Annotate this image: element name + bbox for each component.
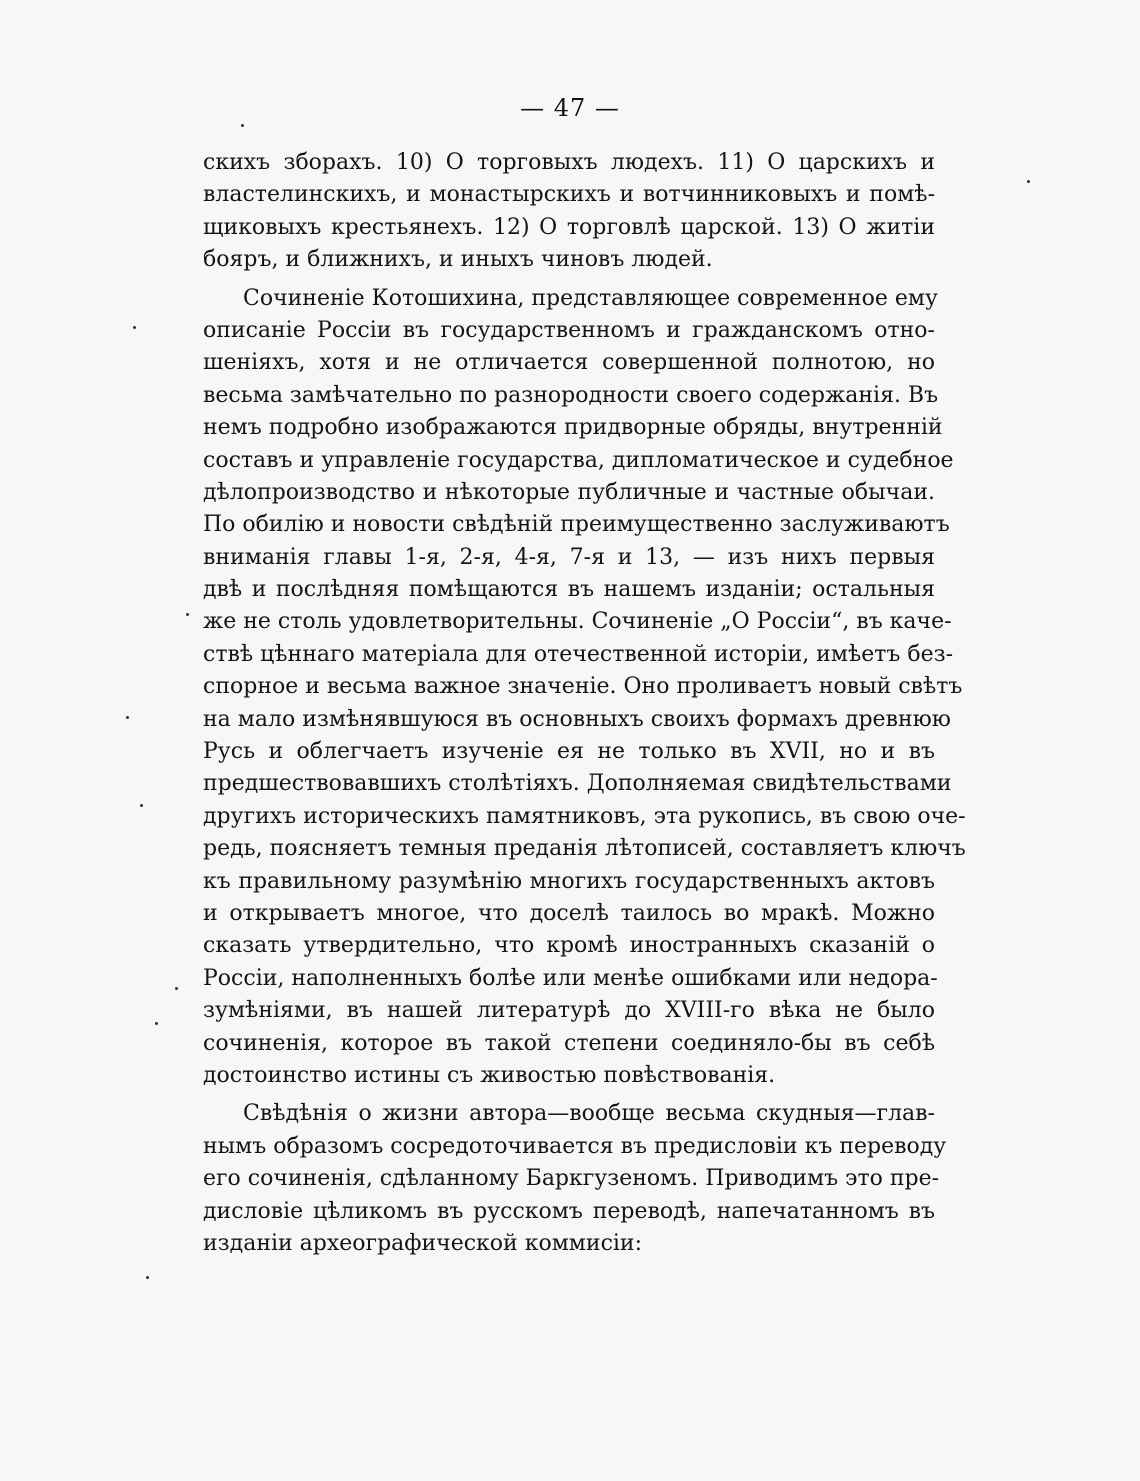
body-text	[203, 147, 966, 1260]
text-line: къ правильному разумѣнію многихъ государственныхъ актовъ	[203, 868, 935, 894]
text-line: нымъ образомъ сосредоточивается въ предисловіи къ переводу	[203, 1133, 947, 1159]
text-line: сочиненія, которое въ такой степени соединяло-бы въ себѣ	[203, 1030, 935, 1056]
text-line: и открываетъ многое, что доселѣ таилось во мракѣ. Можно	[203, 900, 935, 926]
text-line: двѣ и послѣдняя помѣщаются въ нашемъ изданіи; остальныя	[203, 577, 935, 603]
text-line: описаніе Россіи въ государственномъ и гражданскомъ отно-	[203, 317, 935, 343]
scan-speck	[140, 804, 143, 807]
text-line: спорное и весьма важное значеніе. Оно проливаетъ новый свѣтъ	[203, 674, 963, 700]
paragraph	[203, 1098, 947, 1260]
text-line: Свѣдѣнія о жизни автора—вообще весьма скудныя—глав-	[243, 1101, 935, 1127]
text-line: зумѣніями, въ нашей литературѣ до XVIII-го вѣка не было	[203, 998, 935, 1024]
scan-speck	[175, 987, 178, 990]
text-line: шеніяхъ, хотя и не отличается совершенной полнотою, но	[203, 350, 935, 376]
text-line: на мало измѣнявшуюся въ основныхъ своихъ формахъ древнюю	[203, 706, 951, 732]
text-line: Русь и облегчаетъ изученіе ея не только въ XVII, но и въ	[203, 739, 935, 765]
text-line: сказать утвердительно, что кромѣ иностранныхъ сказаній о	[203, 933, 935, 959]
text-line: же не столь удовлетворительны. Сочиненіе „О Россіи“, въ каче-	[203, 609, 952, 635]
text-line: достоинство истины съ живостью повѣствованія.	[203, 1062, 776, 1088]
text-line: другихъ историческихъ памятниковъ, эта рукопись, въ свою оче-	[203, 803, 966, 829]
scan-speck	[241, 124, 244, 127]
text-line: вниманія главы 1-я, 2-я, 4-я, 7-я и 13, — изъ нихъ первыя	[203, 544, 935, 570]
text-line: дисловіе цѣликомъ въ русскомъ переводѣ, напечатанномъ въ	[203, 1198, 935, 1224]
text-line: Сочиненіе Котошихина, представляющее современное ему	[243, 285, 938, 311]
text-line: предшествовавшихъ столѣтіяхъ. Дополняемая свидѣтельствами	[203, 771, 952, 797]
text-line: бояръ, и ближнихъ, и иныхъ чиновъ людей.	[203, 247, 713, 273]
text-line: его сочиненія, сдѣланному Баркгузеномъ. Приводимъ это пре-	[203, 1166, 940, 1192]
scan-speck	[126, 716, 129, 719]
text-line: щиковыхъ крестьянехъ. 12) О торговлѣ царской. 13) О житіи	[203, 214, 935, 240]
text-line: весьма замѣчательно по разнородности своего содержанія. Въ	[203, 382, 939, 408]
text-line: немъ подробно изображаются придворные обряды, внутренній	[203, 415, 943, 441]
paragraph	[203, 147, 935, 277]
page-number: — 47 —	[520, 94, 620, 122]
scan-speck	[1027, 180, 1030, 183]
text-line: изданіи археографической коммисіи:	[203, 1230, 643, 1256]
text-line: дѣлопроизводство и нѣкоторые публичные и частные обычаи.	[203, 479, 935, 505]
text-line: скихъ зборахъ. 10) О торговыхъ людехъ. 11) О царскихъ и	[203, 150, 935, 175]
text-line: По обилію и новости свѣдѣній преимущественно заслуживаютъ	[203, 512, 950, 538]
text-line: Россіи, наполненныхъ болѣе или менѣе ошибками или недора-	[203, 965, 938, 991]
text-line: ствѣ цѣннаго матеріала для отечественной исторіи, имѣетъ без-	[203, 641, 954, 667]
text-line: властелинскихъ, и монастырскихъ и вотчинниковыхъ и помѣ-	[203, 182, 935, 208]
scan-speck	[133, 326, 136, 329]
text-line: составъ и управленіе государства, дипломатическое и судебное	[203, 447, 954, 473]
paragraph	[203, 283, 966, 1093]
scan-speck	[146, 1276, 149, 1279]
text-line: редь, поясняетъ темныя преданія лѣтописей, составляетъ ключъ	[203, 836, 966, 862]
scan-speck	[186, 613, 189, 616]
scan-speck	[155, 1022, 158, 1025]
